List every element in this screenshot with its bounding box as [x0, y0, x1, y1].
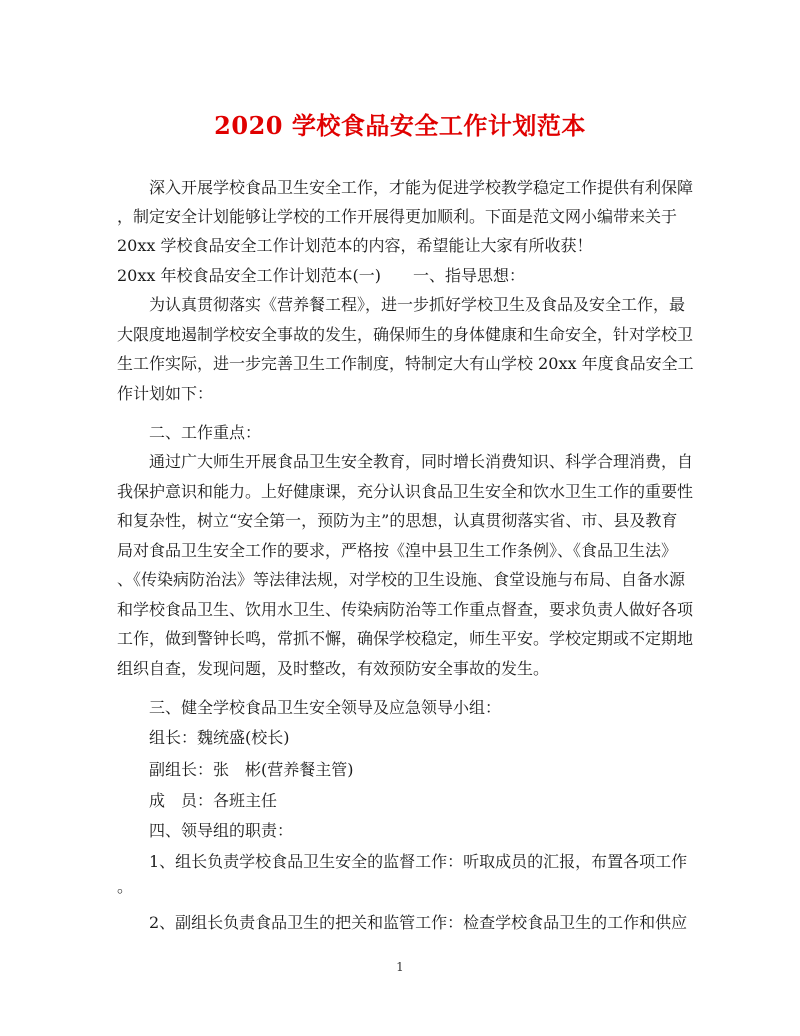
page-number: 1: [396, 960, 404, 974]
paragraph-line: 深入开展学校食品卫生安全工作，才能为促进学校教学稳定工作提供有利保障: [149, 178, 694, 197]
paragraph-line: 2、副组长负责食品卫生的把关和监管工作：检查学校食品卫生的工作和供应: [149, 913, 688, 932]
paragraph-line: 我保护意识和能力。上好健康课，充分认识食品卫生安全和饮水卫生工作的重要性: [117, 482, 694, 501]
paragraph-line: 成 员：各班主任: [149, 791, 278, 810]
paragraph-line: 。: [117, 877, 134, 896]
paragraph-line: 和复杂性，树立“安全第一，预防为主”的思想，认真贯彻落实省、市、县及教育: [117, 511, 678, 530]
paragraph-line: 组长：魏统盛(校长): [149, 728, 290, 747]
paragraph-line: 1、组长负责学校食品卫生安全的监督工作：听取成员的汇报，布置各项工作: [149, 852, 688, 871]
paragraph-line: ，制定安全计划能够让学校的工作开展得更加顺利。下面是范文网小编带来关于: [117, 207, 678, 226]
paragraph-line: 为认真贯彻落实《营养餐工程》，进一步抓好学校卫生及食品及安全工作，最: [149, 295, 686, 314]
paragraph-line: 、《传染病防治法》等法律法规，对学校的卫生设施、食堂设施与布局、自备水源: [117, 570, 686, 589]
paragraph-line: 20xx 学校食品安全工作计划范本的内容，希望能让大家有所收获！: [117, 236, 593, 255]
paragraph-line: 局对食品卫生安全工作的要求，严格按《湟中县卫生工作条例》、《食品卫生法》: [117, 541, 678, 560]
section-heading: 二、工作重点：: [149, 423, 262, 442]
paragraph-line: 作计划如下：: [117, 384, 214, 403]
section-heading: 三、健全学校食品卫生安全领导及应急领导小组：: [149, 698, 502, 717]
paragraph-line: 大限度地遏制学校安全事故的发生，确保师生的身体健康和生命安全，针对学校卫: [117, 325, 694, 344]
paragraph-line: 生工作实际，进一步完善卫生工作制度，特制定大有山学校 20xx 年度食品安全工: [117, 354, 694, 373]
section-heading-line: 20xx 年校食品安全工作计划范本(一) 一、指导思想：: [117, 266, 525, 285]
document-title: 2020 学校食品安全工作计划范本: [214, 111, 586, 140]
paragraph-line: 通过广大师生开展食品卫生安全教育，同时增长消费知识、科学合理消费，自: [149, 452, 694, 471]
paragraph-line: 工作，做到警钟长鸣，常抓不懈，确保学校稳定，师生平安。学校定期或不定期地: [117, 629, 694, 648]
section-heading: 四、领导组的职责：: [149, 821, 294, 840]
paragraph-line: 组织自查，发现问题，及时整改，有效预防安全事故的发生。: [117, 659, 550, 678]
paragraph-line: 和学校食品卫生、饮用水卫生、传染病防治等工作重点督查，要求负责人做好各项: [117, 600, 694, 619]
paragraph-line: 副组长：张 彬(营养餐主管): [149, 760, 354, 779]
